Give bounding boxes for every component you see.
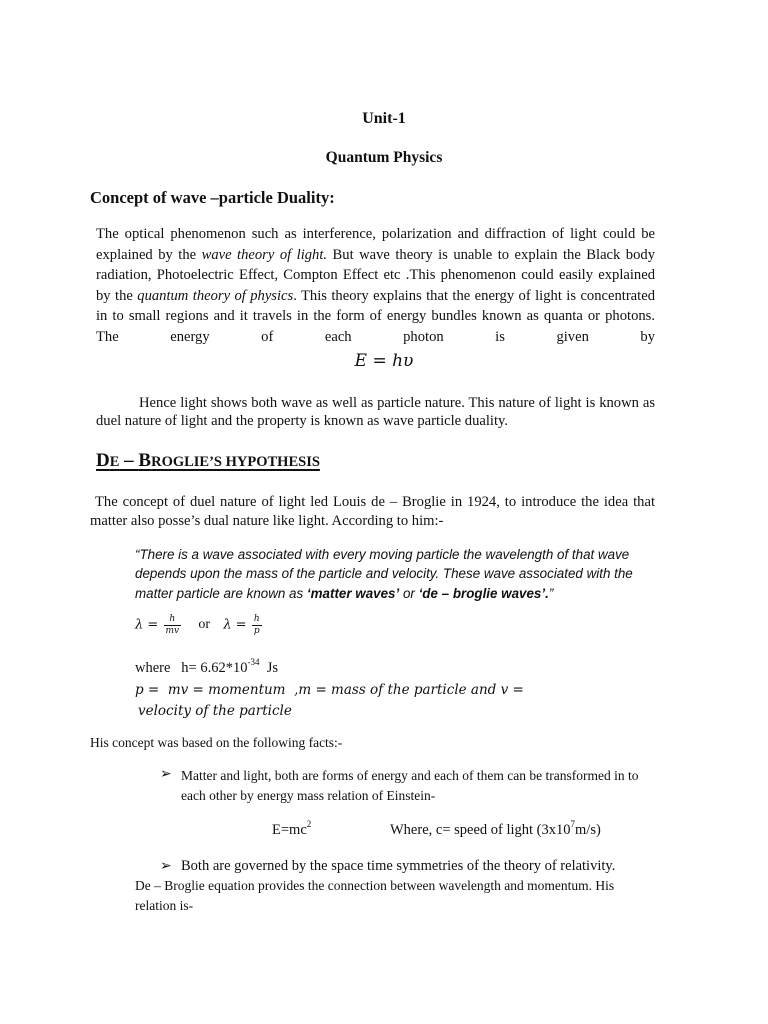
paragraph-italic-text: wave theory of light.: [201, 246, 328, 263]
speed-of-light-note: [390, 819, 601, 839]
quote-bold-text: ‘de – broglie waves’.: [418, 585, 549, 601]
bullet-arrow-icon: ➢: [160, 767, 172, 782]
facts-intro: His concept was based on the following facts:-: [90, 735, 343, 750]
heading-text: E: [109, 454, 120, 470]
speed-unit: m/s): [575, 822, 601, 838]
planck-unit: Js: [259, 660, 279, 676]
planck-exponent: -34: [247, 657, 260, 667]
quote-text: “There is a wave associated with every moving particle the wavelength of that wave depends upon the mass of the particle and velocity. These wave associated with the matter particle are known as: [135, 547, 633, 601]
unit-title: Unit-1: [362, 110, 406, 127]
fraction-h-over-mv: [164, 614, 182, 637]
formula-or: or: [198, 617, 211, 633]
fraction-numerator: h: [253, 614, 260, 624]
wavelength-formulas: [135, 614, 264, 637]
formula-lambda: λ =: [135, 617, 159, 633]
heading-text: D: [96, 450, 110, 471]
quote-text: ”: [548, 585, 554, 601]
formula-lambda: λ =: [223, 617, 247, 633]
planck-text: where h= 6.62*10: [135, 660, 248, 676]
momentum-definition-line1: p = mv = momentum ,m = mass of the particle and v =: [135, 682, 524, 698]
bullet-arrow-icon: ➢: [160, 859, 172, 874]
quote-text: or: [399, 585, 419, 601]
fraction-denominator: mv: [165, 626, 180, 636]
de-broglie-relation-text: De – Broglie equation provides the connection between wavelength and momentum. His relation is-: [135, 878, 615, 913]
paragraph-italic-text: quantum theory of physics: [137, 287, 294, 304]
section-heading-de-broglie: [96, 450, 320, 472]
emc-text: E=mc: [272, 822, 307, 838]
einstein-equation: [272, 819, 312, 839]
planck-constant-line: [135, 657, 279, 677]
duality-paragraph: [96, 224, 655, 348]
speed-text: Where, c= speed of light (3x10: [390, 822, 571, 838]
de-broglie-quote: [135, 545, 660, 603]
dual-nature-paragraph: Hence light shows both wave as well as particle nature. This nature of light is known as duel nature of light and the property is known as wave particle duality.: [96, 395, 655, 429]
fraction-h-over-p: [252, 614, 262, 637]
fraction-denominator: p: [253, 626, 260, 636]
photon-energy-equation: E = hυ: [354, 351, 414, 371]
emc-exponent: 2: [306, 819, 312, 829]
paragraph-text: But wave theory is unable to explain the Black body radiation, Photoelectric Effect, Compton Effect etc .This phenomenon could easily explained by the: [96, 246, 655, 304]
heading-text: –: [119, 450, 139, 471]
speed-exponent: 7: [570, 819, 576, 829]
section-heading-duality: Concept of wave –particle Duality:: [90, 188, 335, 207]
momentum-definition-line2: velocity of the particle: [138, 703, 292, 719]
paragraph-text: . This theory explains that the energy of light is concentrated in to small regions and it travels in the form of energy bundles known as quanta or photons. The energy of each photon is given by: [96, 287, 655, 345]
de-broglie-intro: The concept of duel nature of light led Louis de – Broglie in 1924, to introduce the idea that matter also posse’s dual nature like light. According to him:-: [90, 494, 655, 529]
paragraph-text: The optical phenomenon such as interference, polarization and diffraction of light could be explained by the: [96, 226, 655, 263]
heading-text: B: [138, 450, 152, 471]
fact-item-relativity: Both are governed by the space time symmetries of the theory of relativity.: [181, 858, 616, 874]
fact-item-energy: Matter and light, both are forms of energy and each of them can be transformed in to each other by energy mass relation of Einstein-: [181, 768, 639, 803]
subject-title: Quantum Physics: [325, 149, 443, 166]
heading-text: ROGLIE’S HYPOTHESIS: [151, 454, 320, 470]
fraction-numerator: h: [164, 614, 182, 626]
quote-bold-text: ‘matter waves’: [306, 585, 400, 601]
